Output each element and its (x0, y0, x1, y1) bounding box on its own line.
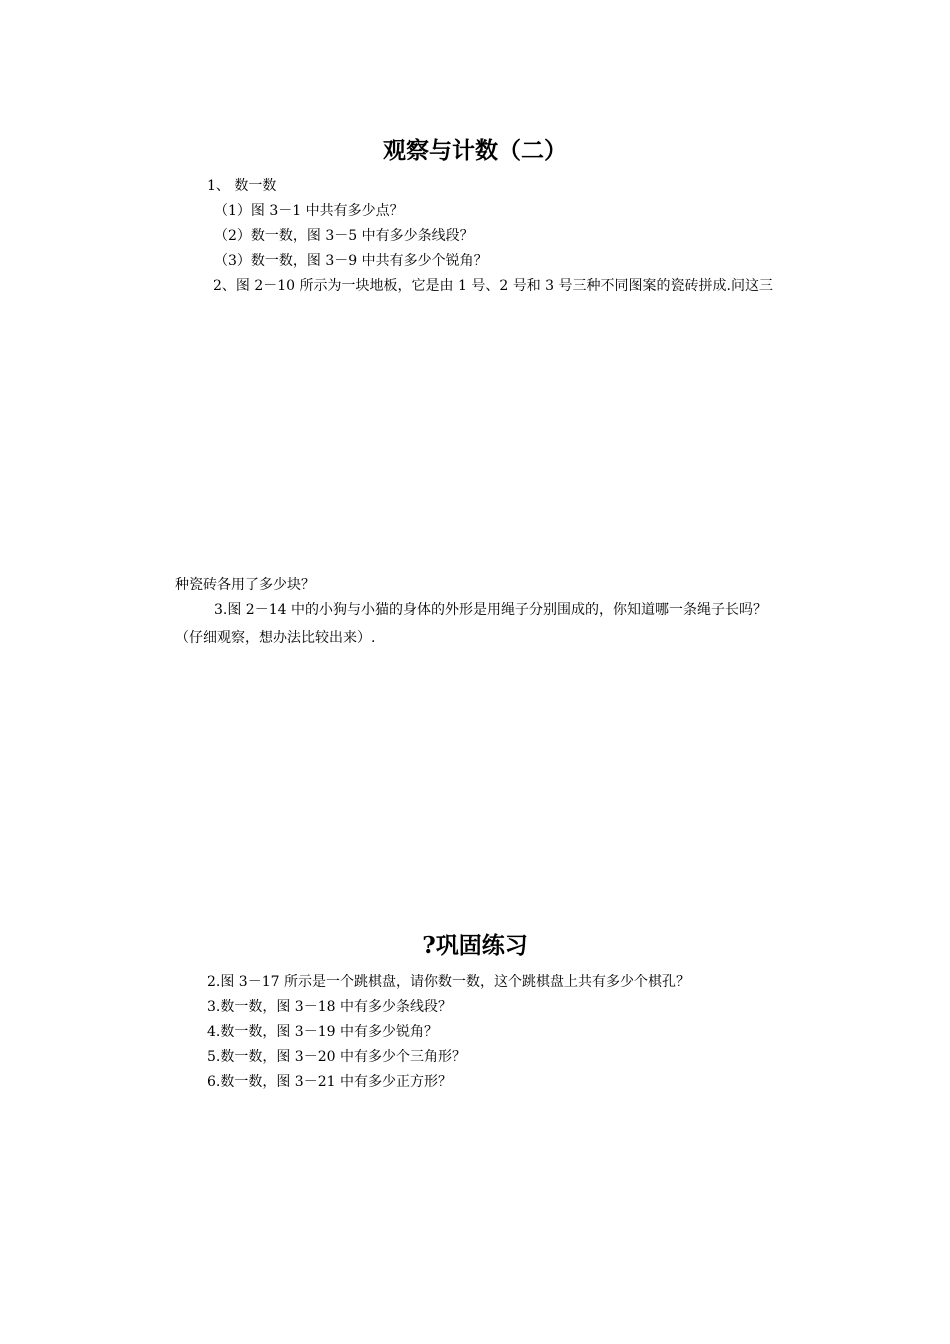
question-1-sub-3: （3）数一数，图 3－9 中共有多少个锐角？ (214, 253, 488, 269)
practice-item-4: 5.数一数，图 3－20 中有多少个三角形？ (207, 1049, 466, 1065)
question-2-line-1: 2、图 2－10 所示为一块地板，它是由 1 号、2 号和 3 号三种不同图案的瓷砖拼成.问这三 (213, 278, 773, 294)
question-3-line-2: （仔细观察，想办法比较出来）. (175, 630, 376, 646)
practice-item-3: 4.数一数，图 3－19 中有多少锐角？ (207, 1024, 438, 1040)
question-2-line-2: 种瓷砖各用了多少块？ (175, 577, 315, 593)
section-title: 观察与计数（二） (383, 137, 567, 164)
question-1-sub-1: （1）图 3－1 中共有多少点？ (214, 203, 404, 219)
question-1-heading: 1、 数一数 (207, 178, 277, 194)
practice-title: ?巩固练习 (422, 932, 528, 959)
practice-item-1: 2.图 3－17 所示是一个跳棋盘，请你数一数，这个跳棋盘上共有多少个棋孔？ (207, 974, 690, 990)
question-3-line-1: 3.图 2－14 中的小狗与小猫的身体的外形是用绳子分别围成的，你知道哪一条绳子长吗？ (214, 602, 767, 618)
practice-item-2: 3.数一数，图 3－18 中有多少条线段？ (207, 999, 452, 1015)
practice-item-5: 6.数一数，图 3－21 中有多少正方形？ (207, 1074, 452, 1090)
question-1-sub-2: （2）数一数，图 3－5 中有多少条线段？ (214, 228, 474, 244)
